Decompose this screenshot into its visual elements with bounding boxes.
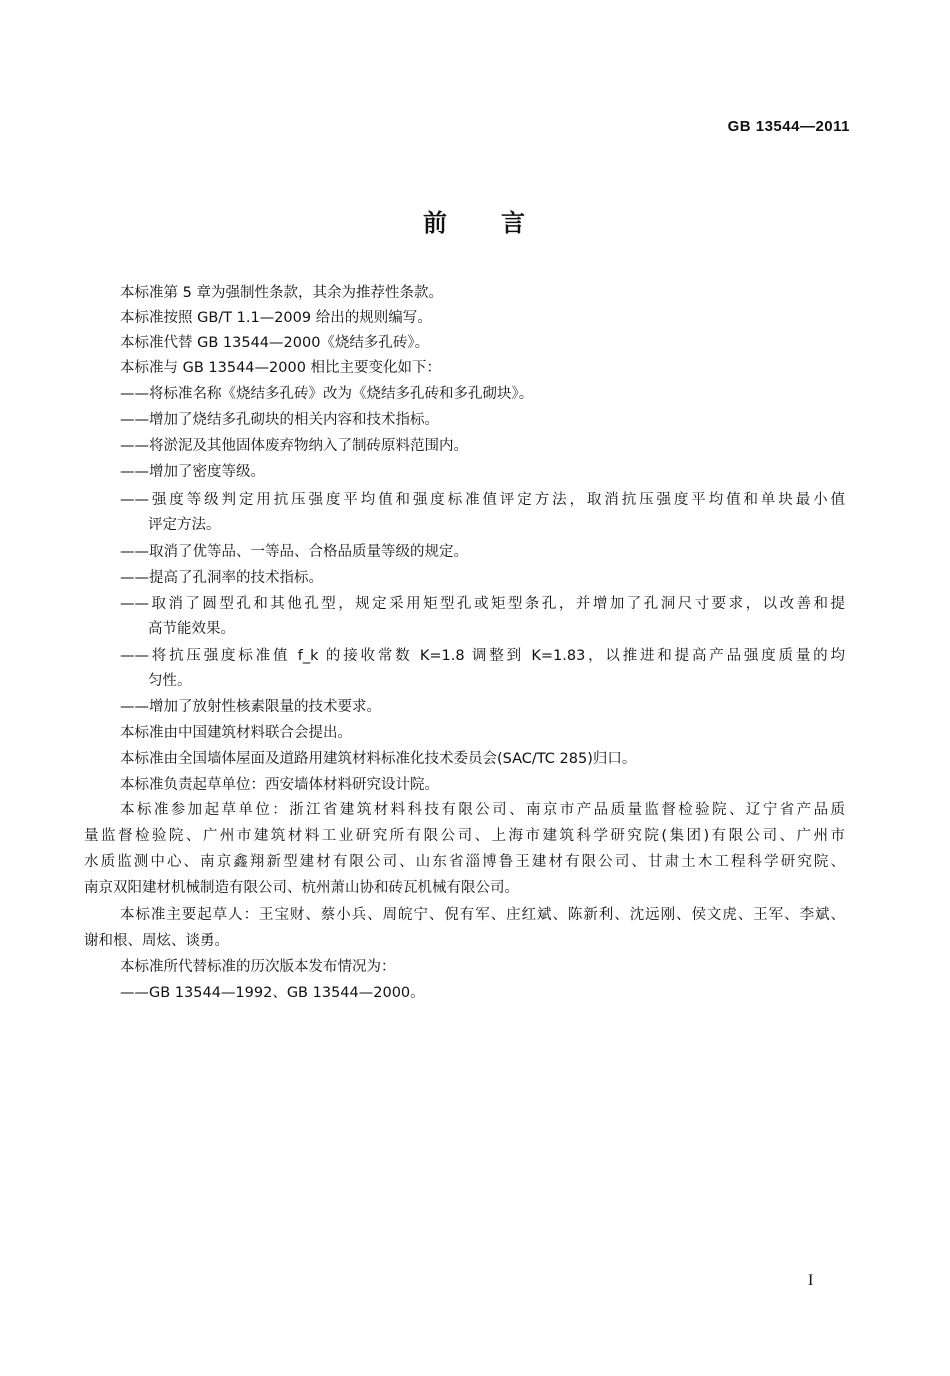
title-char-2: 言 <box>501 209 527 237</box>
page-number: I <box>808 1272 814 1289</box>
list-item: ——取消了优等品、一等品、合格品质量等级的规定。 <box>120 544 468 560</box>
list-item-continuation: 评定方法。 <box>148 517 221 533</box>
text-line: 本标准所代替标准的历次版本发布情况为： <box>120 959 396 975</box>
list-item: ——提高了孔洞率的技术指标。 <box>120 570 323 586</box>
text-line: 水质监测中心、南京鑫翔新型建材有限公司、山东省淄博鲁王建材有限公司、甘肃土木工程科学研究院、 <box>84 854 845 870</box>
list-item: ——增加了烧结多孔砌块的相关内容和技术指标。 <box>120 412 439 428</box>
list-item-continuation: 匀性。 <box>148 673 192 689</box>
text-line: 本标准主要起草人：王宝财、蔡小兵、周皖宁、倪有军、庄红斌、陈新利、沈远刚、侯文虎、王军、李斌、 <box>120 907 845 923</box>
page-title <box>0 203 950 238</box>
list-item: ——取消了圆型孔和其他孔型，规定采用矩型孔或矩型条孔，并增加了孔洞尺寸要求，以改善和提 <box>120 596 845 612</box>
standard-code: GB 13544—2011 <box>727 118 850 135</box>
text-line: 本标准按照 GB/T 1.1—2009 给出的规则编写。 <box>120 310 432 326</box>
text-line: 本标准第 5 章为强制性条款，其余为推荐性条款。 <box>120 285 443 301</box>
list-item: ——强度等级判定用抗压强度平均值和强度标准值评定方法，取消抗压强度平均值和单块最小值 <box>120 492 845 508</box>
list-item: ——GB 13544—1992、GB 13544—2000。 <box>120 985 425 1001</box>
text-line: 南京双阳建材机械制造有限公司、杭州萧山协和砖瓦机械有限公司。 <box>84 880 519 896</box>
text-line: 本标准由全国墙体屋面及道路用建筑材料标准化技术委员会(SAC/TC 285)归口。 <box>120 751 637 767</box>
title-char-1: 前 <box>423 209 449 237</box>
list-item: ——增加了放射性核素限量的技术要求。 <box>120 699 381 715</box>
list-item: ——将标准名称《烧结多孔砖》改为《烧结多孔砖和多孔砌块》。 <box>120 386 534 402</box>
text-line: 量监督检验院、广州市建筑材料工业研究所有限公司、上海市建筑科学研究院(集团)有限公司、广州市 <box>84 828 845 844</box>
text-line: 本标准与 GB 13544—2000 相比主要变化如下： <box>120 360 442 376</box>
text-line: 本标准由中国建筑材料联合会提出。 <box>120 725 352 741</box>
text-line: 本标准代替 GB 13544—2000《烧结多孔砖》。 <box>120 335 430 351</box>
text-line: 本标准负责起草单位：西安墙体材料研究设计院。 <box>120 777 439 793</box>
list-item-continuation: 高节能效果。 <box>148 621 235 637</box>
list-item: ——将抗压强度标准值 f_k 的接收常数 K=1.8 调整到 K=1.83，以推进和提高产品强度质量的均 <box>120 648 845 664</box>
text-line: 谢和根、周炫、谈勇。 <box>84 933 229 949</box>
text-line: 本标准参加起草单位：浙江省建筑材料科技有限公司、南京市产品质量监督检验院、辽宁省产品质 <box>120 802 845 818</box>
list-item: ——将淤泥及其他固体废弃物纳入了制砖原料范围内。 <box>120 438 468 454</box>
list-item: ——增加了密度等级。 <box>120 464 265 480</box>
